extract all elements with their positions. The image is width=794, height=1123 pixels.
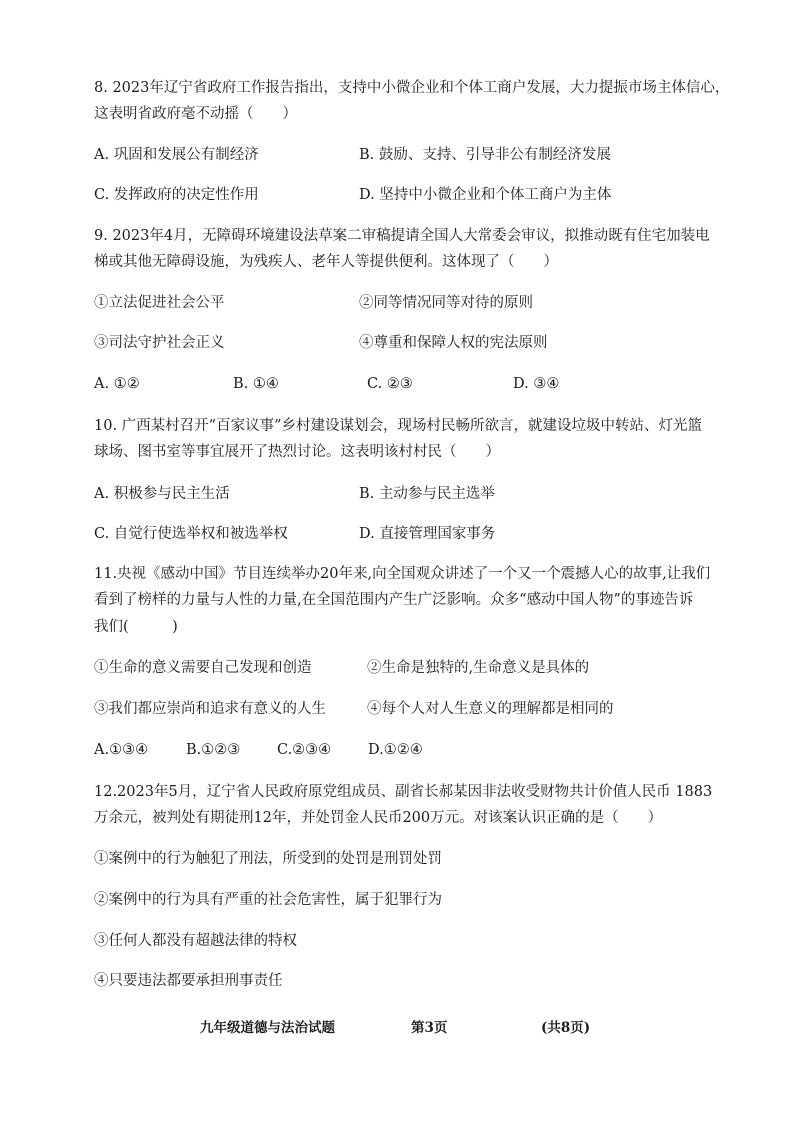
q11-option-b: B.①②③ bbox=[186, 742, 241, 758]
q11-stem-line-2: 看到了榜样的力量与人性的力量,在全国范围内产生广泛影响。众多“感动中国人物”的事迹告诉 bbox=[94, 592, 694, 608]
q9-option-d: D. ③④ bbox=[513, 376, 560, 392]
q11-stem-line-1: 11.央视《感动中国》节目连续举办20年来,向全国观众讲述了一个又一个震撼人心的故事,让我们 bbox=[94, 566, 711, 582]
q10-option-b: B. 主动参与民主选举 bbox=[359, 486, 495, 502]
q9-statement-1: ①立法促进社会公平 bbox=[94, 295, 225, 311]
q11-stem-line-3: 我们( ) bbox=[94, 619, 178, 635]
q9-option-c: C. ②③ bbox=[367, 376, 413, 392]
q8-stem-line-2: 这表明省政府毫不动摇（ ） bbox=[94, 106, 297, 122]
q9-statement-4: ④尊重和保障人权的宪法原则 bbox=[359, 335, 548, 351]
q12-statement-1: ①案例中的行为触犯了刑法，所受到的处罚是刑罚处罚 bbox=[94, 851, 442, 867]
q10-stem-line-2: 球场、图书室等事宜展开了热烈讨论。这表明该村村民（ ） bbox=[94, 444, 500, 460]
q12-statement-3: ③任何人都没有超越法律的特权 bbox=[94, 933, 297, 949]
q9-statement-2: ②同等情况同等对待的原则 bbox=[359, 295, 533, 311]
q11-option-a: A.①③④ bbox=[94, 742, 149, 758]
q8-option-c: C. 发挥政府的决定性作用 bbox=[94, 187, 259, 203]
q8-option-d: D. 坚持中小微企业和个体工商户为主体 bbox=[359, 187, 612, 203]
footer-page-number: 第3页 bbox=[411, 1020, 448, 1036]
q9-option-b: B. ①④ bbox=[233, 376, 279, 392]
footer-total-pages: (共8页) bbox=[541, 1020, 591, 1036]
q12-stem-line-2: 万余元，被判处有期徒刑12年，并处罚金人民币200万元。对该案认识正确的是（ ） bbox=[94, 810, 663, 826]
q10-stem-line-1: 10. 广西某村召开“百家议事”乡村建设谋划会，现场村民畅所欲言，就建设垃圾中转站、灯光篮 bbox=[94, 418, 702, 434]
q10-option-c: C. 自觉行使选举权和被选举权 bbox=[94, 526, 288, 542]
q11-option-c: C.②③④ bbox=[277, 742, 332, 758]
q9-stem-line-2: 梯或其他无障碍设施，为残疾人、老年人等提供便利。这体现了（ ） bbox=[94, 254, 558, 270]
q12-statement-4: ④只要违法都要承担刑事责任 bbox=[94, 973, 283, 989]
q10-option-d: D. 直接管理国家事务 bbox=[359, 526, 496, 542]
footer-subject: 九年级道德与法治试题 bbox=[200, 1020, 335, 1036]
q8-stem-line-1: 8. 2023年辽宁省政府工作报告指出，支持中小微企业和个体工商户发展，大力提振市场主体信心， bbox=[94, 80, 730, 96]
q9-stem-line-1: 9. 2023年4月，无障碍环境建设法草案二审稿提请全国人大常委会审议，拟推动既有住宅加装电 bbox=[94, 228, 710, 244]
q11-statement-3: ③我们都应崇尚和追求有意义的人生 bbox=[94, 701, 326, 717]
q11-statement-1: ①生命的意义需要自己发现和创造 bbox=[94, 660, 312, 676]
q11-statement-4: ④每个人对人生意义的理解都是相同的 bbox=[367, 701, 614, 717]
q11-option-d: D.①②④ bbox=[368, 742, 423, 758]
q9-option-a: A. ①② bbox=[94, 376, 140, 392]
q8-option-a: A. 巩固和发展公有制经济 bbox=[94, 147, 259, 163]
q12-stem-line-1: 12.2023年5月，辽宁省人民政府原党组成员、副省长郝某因非法收受财物共计价值人民币 1883 bbox=[94, 784, 713, 800]
q11-statement-2: ②生命是独特的,生命意义是具体的 bbox=[367, 660, 590, 676]
q10-option-a: A. 积极参与民主生活 bbox=[94, 486, 230, 502]
q12-statement-2: ②案例中的行为具有严重的社会危害性，属于犯罪行为 bbox=[94, 892, 442, 908]
q9-statement-3: ③司法守护社会正义 bbox=[94, 335, 225, 351]
q8-option-b: B. 鼓励、支持、引导非公有制经济发展 bbox=[359, 147, 611, 163]
